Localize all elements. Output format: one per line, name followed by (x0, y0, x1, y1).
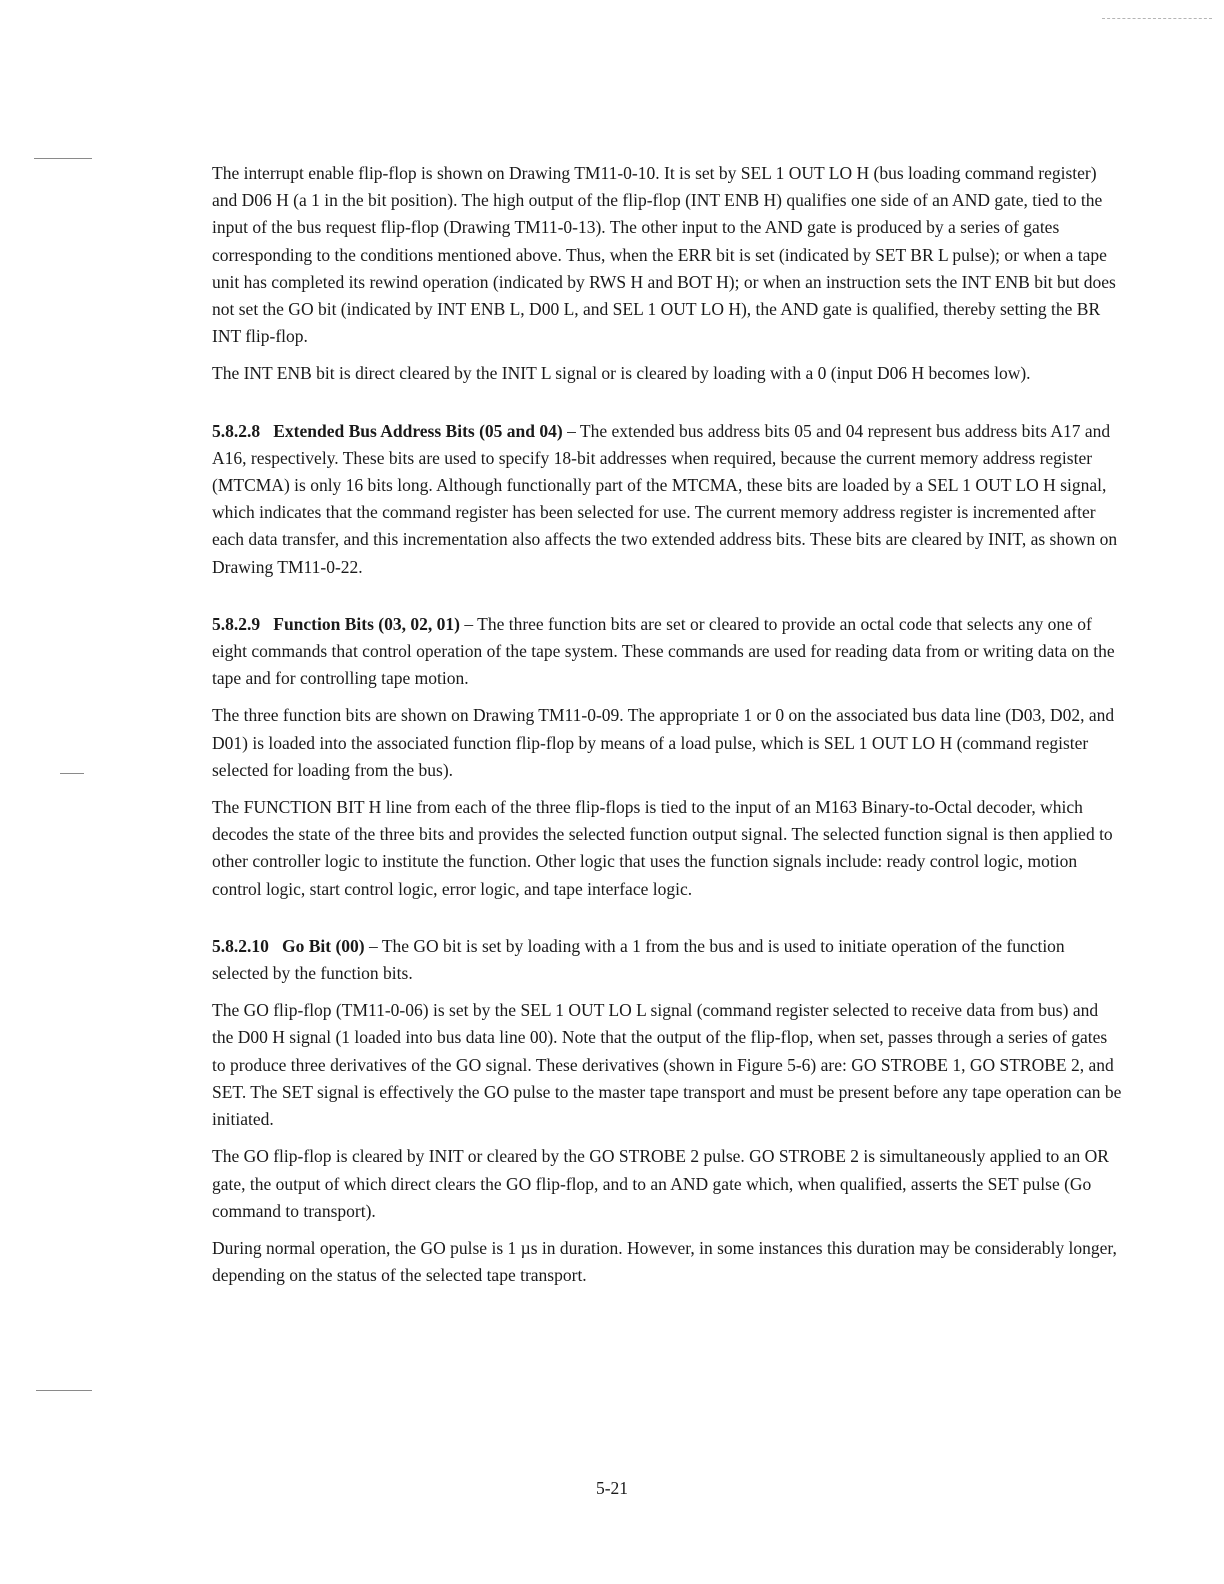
paragraph: The GO flip-flop is cleared by INIT or cleared by the GO STROBE 2 pulse. GO STROBE 2 is simultaneously applied to an OR gate, the output of which direct clears the GO flip-flop, and to an AND gate which, when qualified, asserts the SET pulse (Go command to transport). (212, 1146, 1109, 1221)
section-number: 5.8.2.10 (212, 935, 269, 956)
paragraph: During normal operation, the GO pulse is 1 µs in duration. However, in some instances this duration may be considerably longer, depending on the status of the selected tape transport. (212, 1237, 1117, 1286)
section-lead-text: The three function bits are set or cleared to provide an octal code that selects any one of eight commands that control operation of the tape system. These commands are used for reading data from or writing data on the tape and for controlling tape motion. (212, 613, 1115, 689)
heading-dash: – (562, 420, 580, 441)
section-heading: Go Bit (00) (282, 935, 365, 956)
paragraph: The FUNCTION BIT H line from each of the three flip-flops is tied to the input of an M163 Binary-to-Octal decoder, which decodes the state of the three bits and provides the selected function output signal. The selected function signal is then applied to other controller logic to institute the function. Other logic that uses the function signals include: ready control logic, motion control logic, start control logic, error logic, and tape interface logic. (212, 797, 1113, 899)
section-5-8-2-8 (212, 418, 1122, 581)
section-number: 5.8.2.8 (212, 420, 261, 441)
page-number: 5-21 (595, 1478, 629, 1498)
paragraph: The three function bits are shown on Drawing TM11-0-09. The appropriate 1 or 0 on the associated bus data line (D03, D02, and D01) is loaded into the associated function flip-flop by means of a load pulse, which is SEL 1 OUT LO H (command register selected for loading from the bus). (212, 705, 1115, 780)
section-5-8-2-10 (212, 933, 1122, 987)
heading-dash: – (459, 613, 478, 634)
document-body (212, 160, 1122, 1299)
top-edge-mark (1102, 18, 1212, 20)
section-heading: Extended Bus Address Bits (05 and 04) (273, 420, 563, 441)
paragraph: The GO flip-flop (TM11-0-06) is set by the SEL 1 OUT LO L signal (command register selected to receive data from bus) and the D00 H signal (1 loaded into bus data line 00). Note that the output of the flip-flop, when set, passes through a series of gates to produce three derivatives of the GO signal. These derivatives (shown in Figure 5-6) are: GO STROBE 1, GO STROBE 2, and SET. The SET signal is effectively the GO pulse to the master tape transport and must be present before any tape operation can be initiated. (212, 1000, 1122, 1130)
section-lead-text: The extended bus address bits 05 and 04 represent bus address bits A17 and A16, respectively. These bits are used to specify 18-bit addresses when required, because the current memory address register (MTCMA) is only 16 bits long. Although functionally part of the MTCMA, these bits are loaded by a SEL 1 OUT LO H signal, which indicates that the command register has been selected for use. The current memory address register is incremented after each data transfer, and this incrementation also affects the two extended address bits. These bits are cleared by INIT, as shown on Drawing TM11-0-22. (212, 420, 1118, 577)
margin-mark (34, 158, 92, 159)
section-number: 5.8.2.9 (212, 613, 261, 634)
section-lead-text: The GO bit is set by loading with a 1 from the bus and is used to initiate operation of the function selected by the function bits. (212, 935, 1065, 984)
section-heading: Function Bits (03, 02, 01) (273, 613, 460, 634)
paragraph: The interrupt enable flip-flop is shown on Drawing TM11-0-10. It is set by SEL 1 OUT LO H (bus loading command register) and D06 H (a 1 in the bit position). The high output of the flip-flop (INT ENB H) qualifies one side of an AND gate, tied to the input of the bus request flip-flop (Drawing TM11-0-13). The other input to the AND gate is produced by a series of gates corresponding to the conditions mentioned above. Thus, when the ERR bit is set (indicated by SET BR L pulse); or when a tape unit has completed its rewind operation (indicated by RWS H and BOT H); or when an instruction sets the INT ENB bit but does not set the GO bit (indicated by INT ENB L, D00 L, and SEL 1 OUT LO H), the AND gate is qualified, thereby setting the BR INT flip-flop. (212, 163, 1116, 347)
heading-dash: – (364, 935, 382, 956)
paragraph: The INT ENB bit is direct cleared by the INIT L signal or is cleared by loading with a 0 (input D06 H becomes low). (212, 363, 1031, 384)
margin-mark (60, 773, 84, 774)
section-5-8-2-9 (212, 611, 1122, 693)
margin-mark (36, 1390, 92, 1391)
